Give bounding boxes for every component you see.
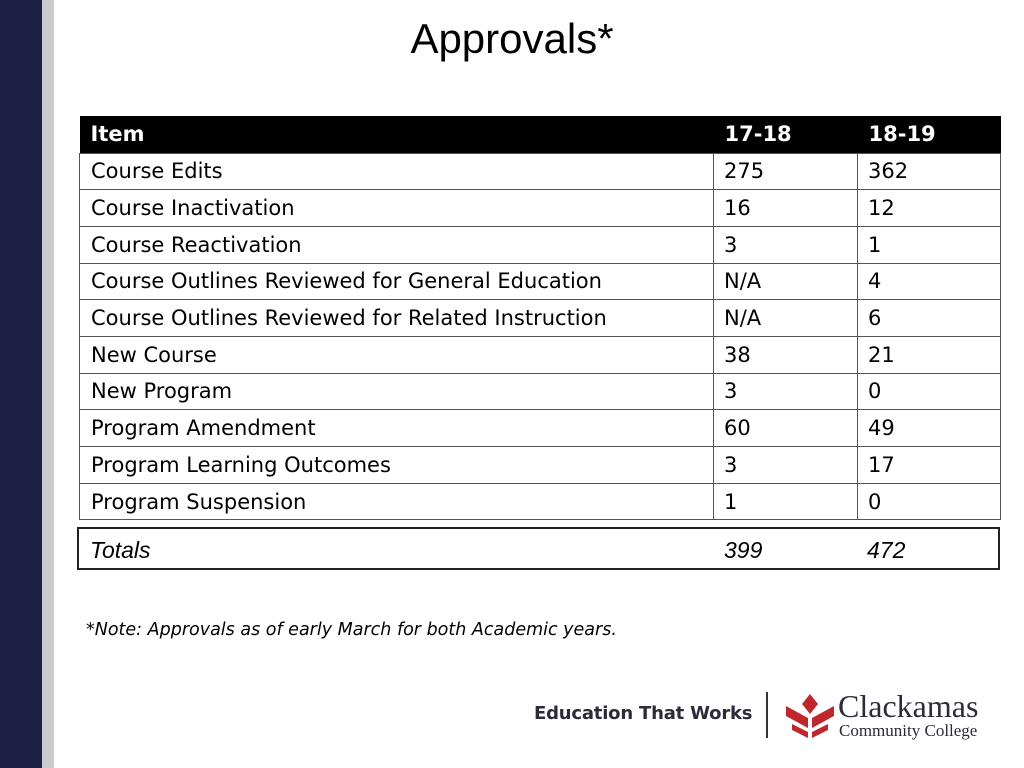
table-row	[80, 190, 1001, 227]
table-row	[80, 263, 1001, 300]
row-item: Course Reactivation	[80, 226, 714, 263]
table-row	[80, 153, 1001, 190]
row-item: Course Edits	[80, 153, 714, 190]
row-item: Program Amendment	[80, 410, 714, 447]
row-value-18-19: 4	[858, 263, 1001, 300]
row-value-17-18: 16	[714, 190, 858, 227]
table-row	[80, 483, 1001, 520]
sidebar-dark-band	[0, 0, 42, 768]
tagline: Education That Works	[534, 703, 753, 724]
row-item: Course Outlines Reviewed for Related Instruction	[80, 300, 714, 337]
row-value-17-18: 275	[714, 153, 858, 190]
row-item: Program Suspension	[80, 483, 714, 520]
footnote: *Note: Approvals as of early March for both Academic years.	[86, 620, 617, 640]
row-value-17-18: 3	[714, 373, 858, 410]
table-row	[80, 410, 1001, 447]
row-value-17-18: 1	[714, 483, 858, 520]
header-18-19: 18-19	[858, 116, 1001, 153]
table-row	[80, 300, 1001, 337]
row-item: Course Outlines Reviewed for General Education	[80, 263, 714, 300]
approvals-table	[79, 116, 1001, 520]
totals-label: Totals	[90, 537, 151, 563]
row-value-17-18: 3	[714, 226, 858, 263]
header-17-18: 17-18	[714, 116, 858, 153]
row-value-17-18: 38	[714, 336, 858, 373]
row-value-18-19: 362	[858, 153, 1001, 190]
row-item: New Program	[80, 373, 714, 410]
table-row	[80, 373, 1001, 410]
footer-branding	[534, 686, 984, 746]
totals-row	[77, 527, 1000, 570]
row-item: New Course	[80, 336, 714, 373]
row-value-18-19: 0	[858, 373, 1001, 410]
row-value-18-19: 21	[858, 336, 1001, 373]
row-value-18-19: 49	[858, 410, 1001, 447]
totals-18-19: 472	[867, 537, 906, 563]
table-header-row	[80, 116, 1001, 153]
row-item: Program Learning Outcomes	[80, 447, 714, 484]
row-value-18-19: 17	[858, 447, 1001, 484]
row-value-18-19: 1	[858, 226, 1001, 263]
sidebar-light-band	[42, 0, 54, 768]
slide-title: Approvals*	[410, 15, 614, 62]
row-value-18-19: 12	[858, 190, 1001, 227]
college-logo-icon	[784, 694, 836, 738]
row-value-17-18: 3	[714, 447, 858, 484]
row-item: Course Inactivation	[80, 190, 714, 227]
college-subtitle: Community College	[839, 721, 978, 740]
table-row	[80, 336, 1001, 373]
footer-divider	[766, 692, 768, 738]
row-value-17-18: 60	[714, 410, 858, 447]
college-name: Clackamas	[838, 688, 979, 724]
table-row	[80, 226, 1001, 263]
table-row	[80, 447, 1001, 484]
row-value-18-19: 6	[858, 300, 1001, 337]
totals-17-18: 399	[724, 537, 763, 563]
header-item: Item	[80, 116, 714, 153]
row-value-17-18: N/A	[714, 300, 858, 337]
row-value-17-18: N/A	[714, 263, 858, 300]
row-value-18-19: 0	[858, 483, 1001, 520]
